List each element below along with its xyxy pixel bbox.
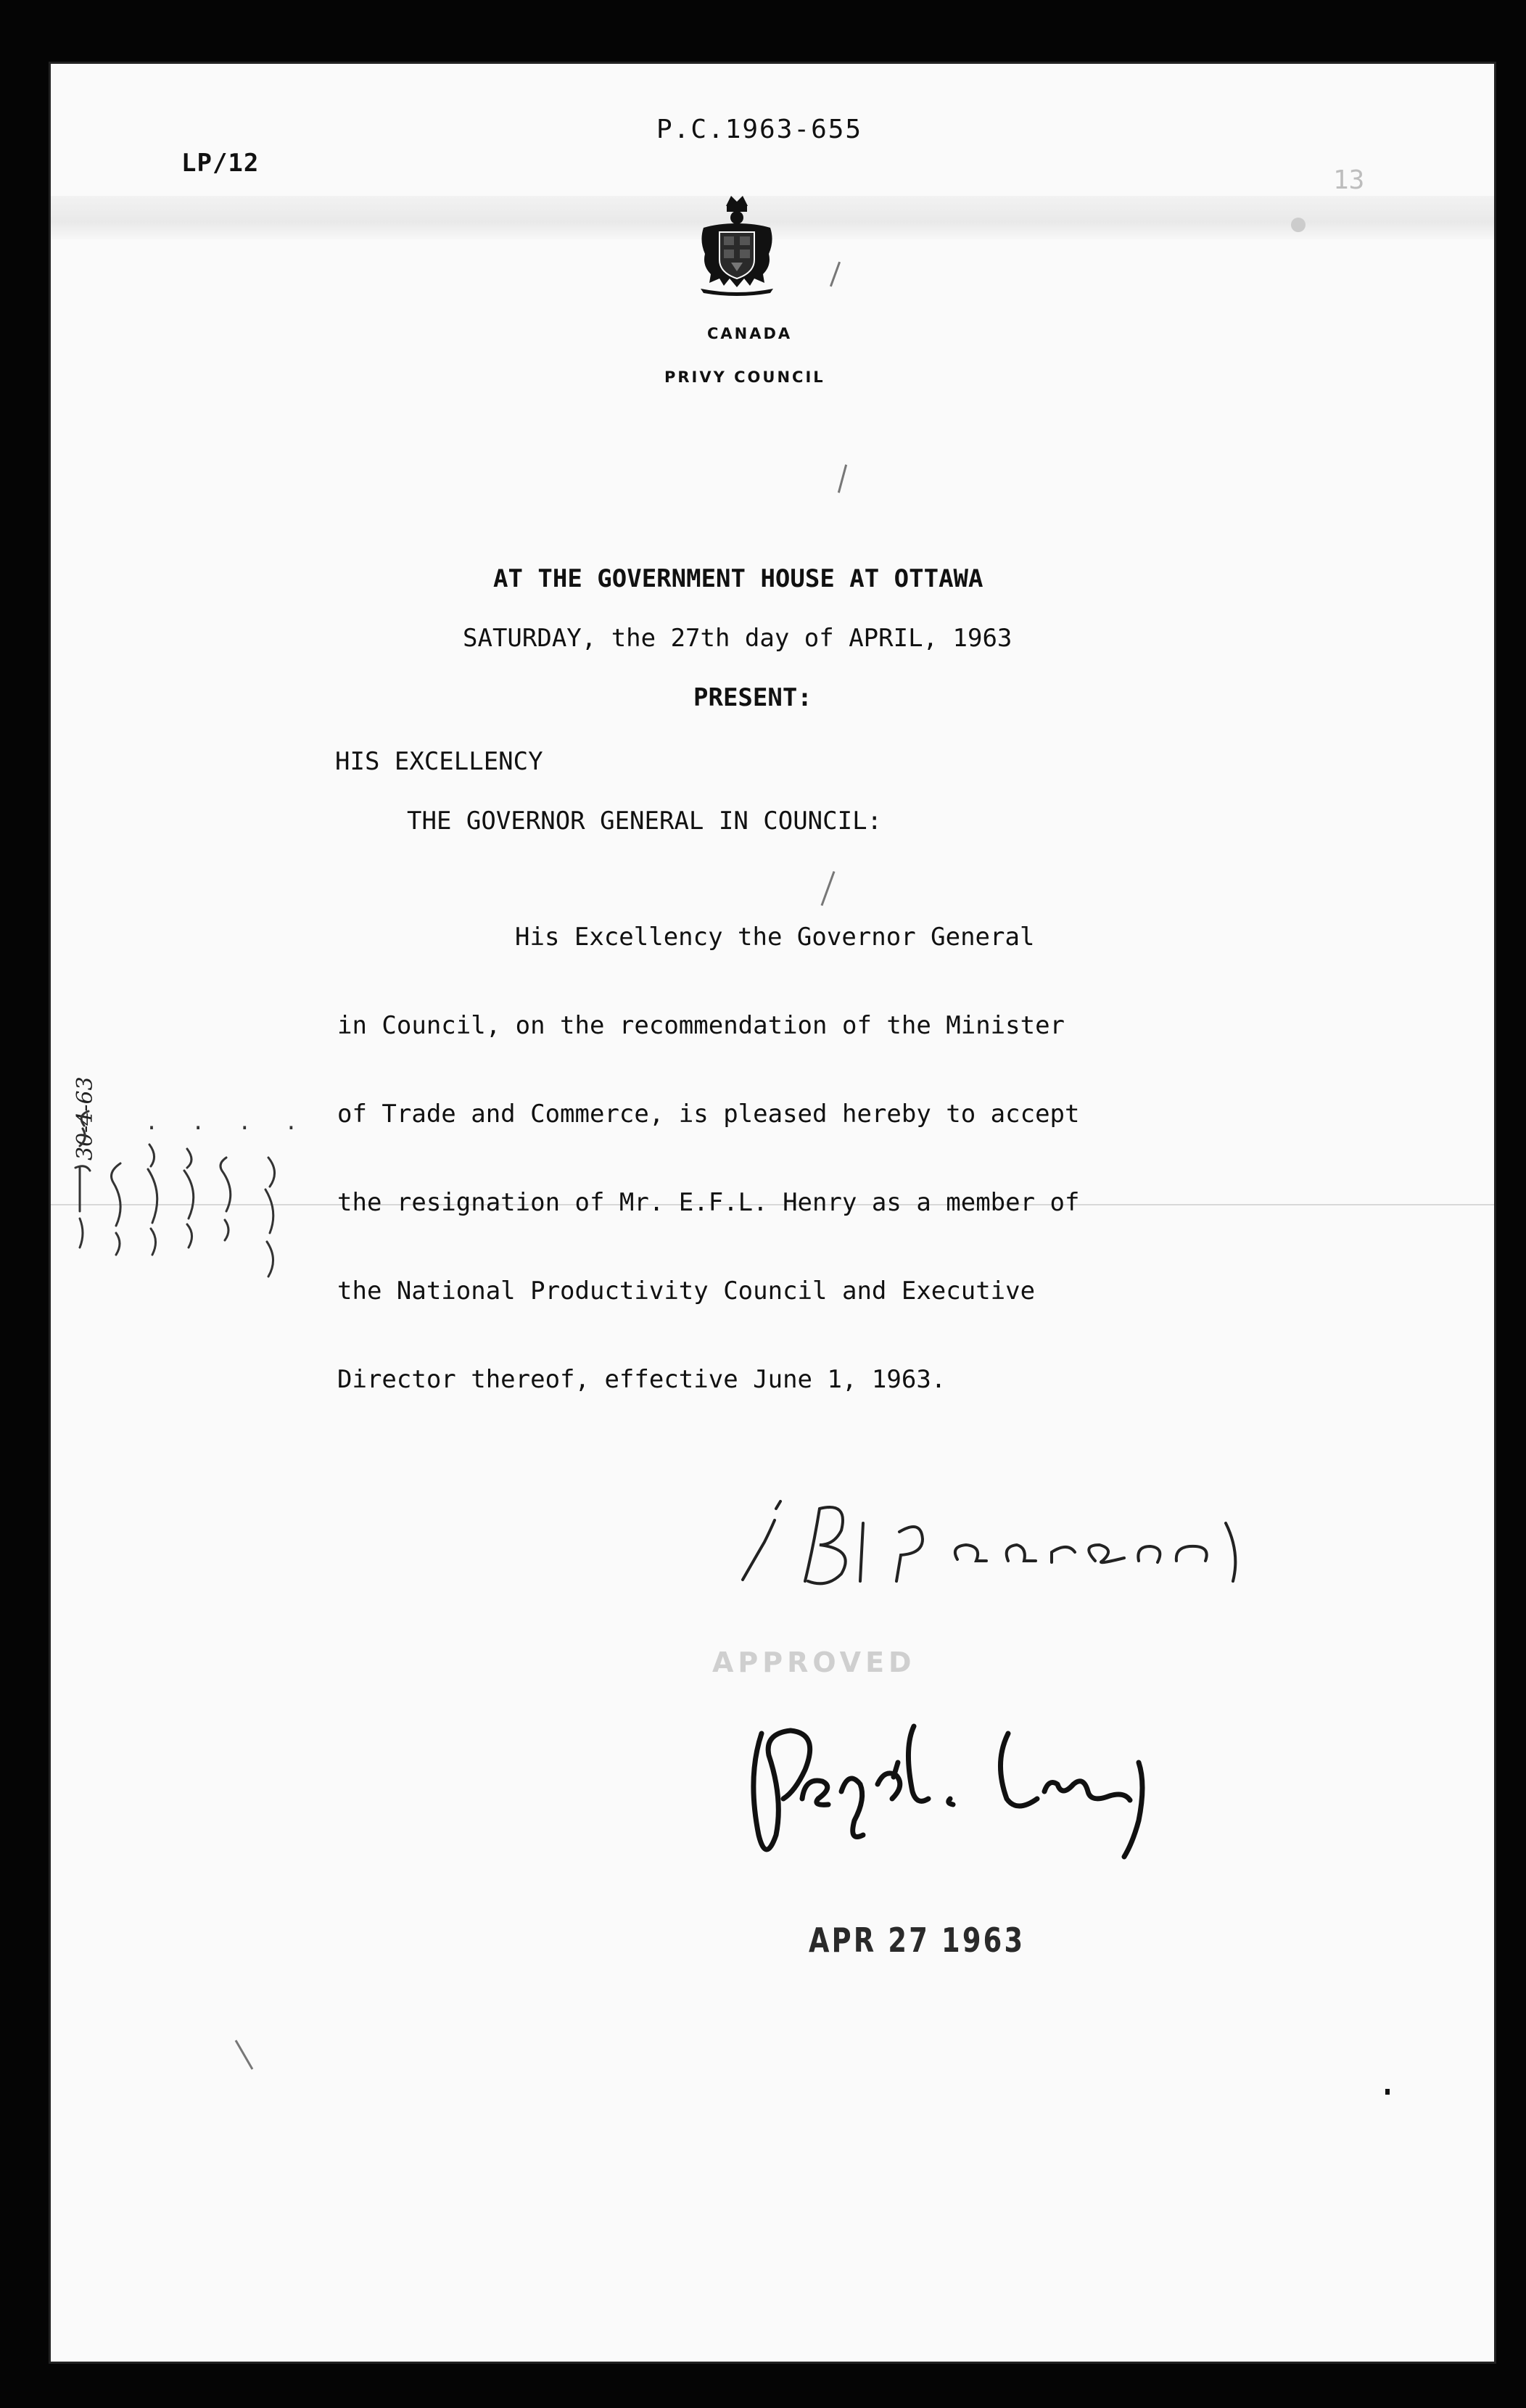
scan-artifact	[1385, 2089, 1390, 2095]
body-line-4: the resignation of Mr. E.F.L. Henry as a member of	[337, 1188, 1080, 1217]
coat-of-arms-icon	[695, 190, 779, 297]
order-in-council-number: P.C.1963-655	[656, 115, 863, 144]
body-line-3: of Trade and Commerce, is pleased hereby to accept	[337, 1100, 1080, 1129]
approved-stamp: APPROVED	[712, 1646, 916, 1678]
governor-general-signature	[733, 1690, 1197, 1879]
addressee-line-2: THE GOVERNOR GENERAL IN COUNCIL:	[407, 807, 883, 836]
country-label: CANADA	[707, 325, 793, 342]
file-reference: LP/12	[181, 149, 260, 178]
minister-signature	[733, 1480, 1255, 1603]
location-line: AT THE GOVERNMENT HOUSE AT OTTAWA	[493, 564, 983, 593]
present-heading: PRESENT:	[693, 683, 812, 712]
page-number: 13	[1333, 165, 1365, 195]
body-line-6: Director thereof, effective June 1, 1963.	[337, 1365, 946, 1394]
margin-date-note: 30-4-63	[73, 1076, 98, 1160]
body-line-2: in Council, on the recommendation of the Minister	[337, 1011, 1065, 1040]
date-line: SATURDAY, the 27th day of APRIL, 1963	[463, 624, 1012, 653]
margin-leader-dots: . . . .	[145, 1110, 308, 1135]
approval-date-stamp: APR 27 1963	[809, 1921, 1026, 1960]
addressee-line-1: HIS EXCELLENCY	[335, 747, 543, 776]
scan-artifact	[1291, 218, 1306, 232]
office-label: PRIVY COUNCIL	[664, 368, 825, 386]
body-line-1: His Excellency the Governor General	[515, 923, 1035, 952]
margin-distribution-note	[58, 1059, 283, 1364]
body-line-5: the National Productivity Council and Executive	[337, 1277, 1036, 1306]
